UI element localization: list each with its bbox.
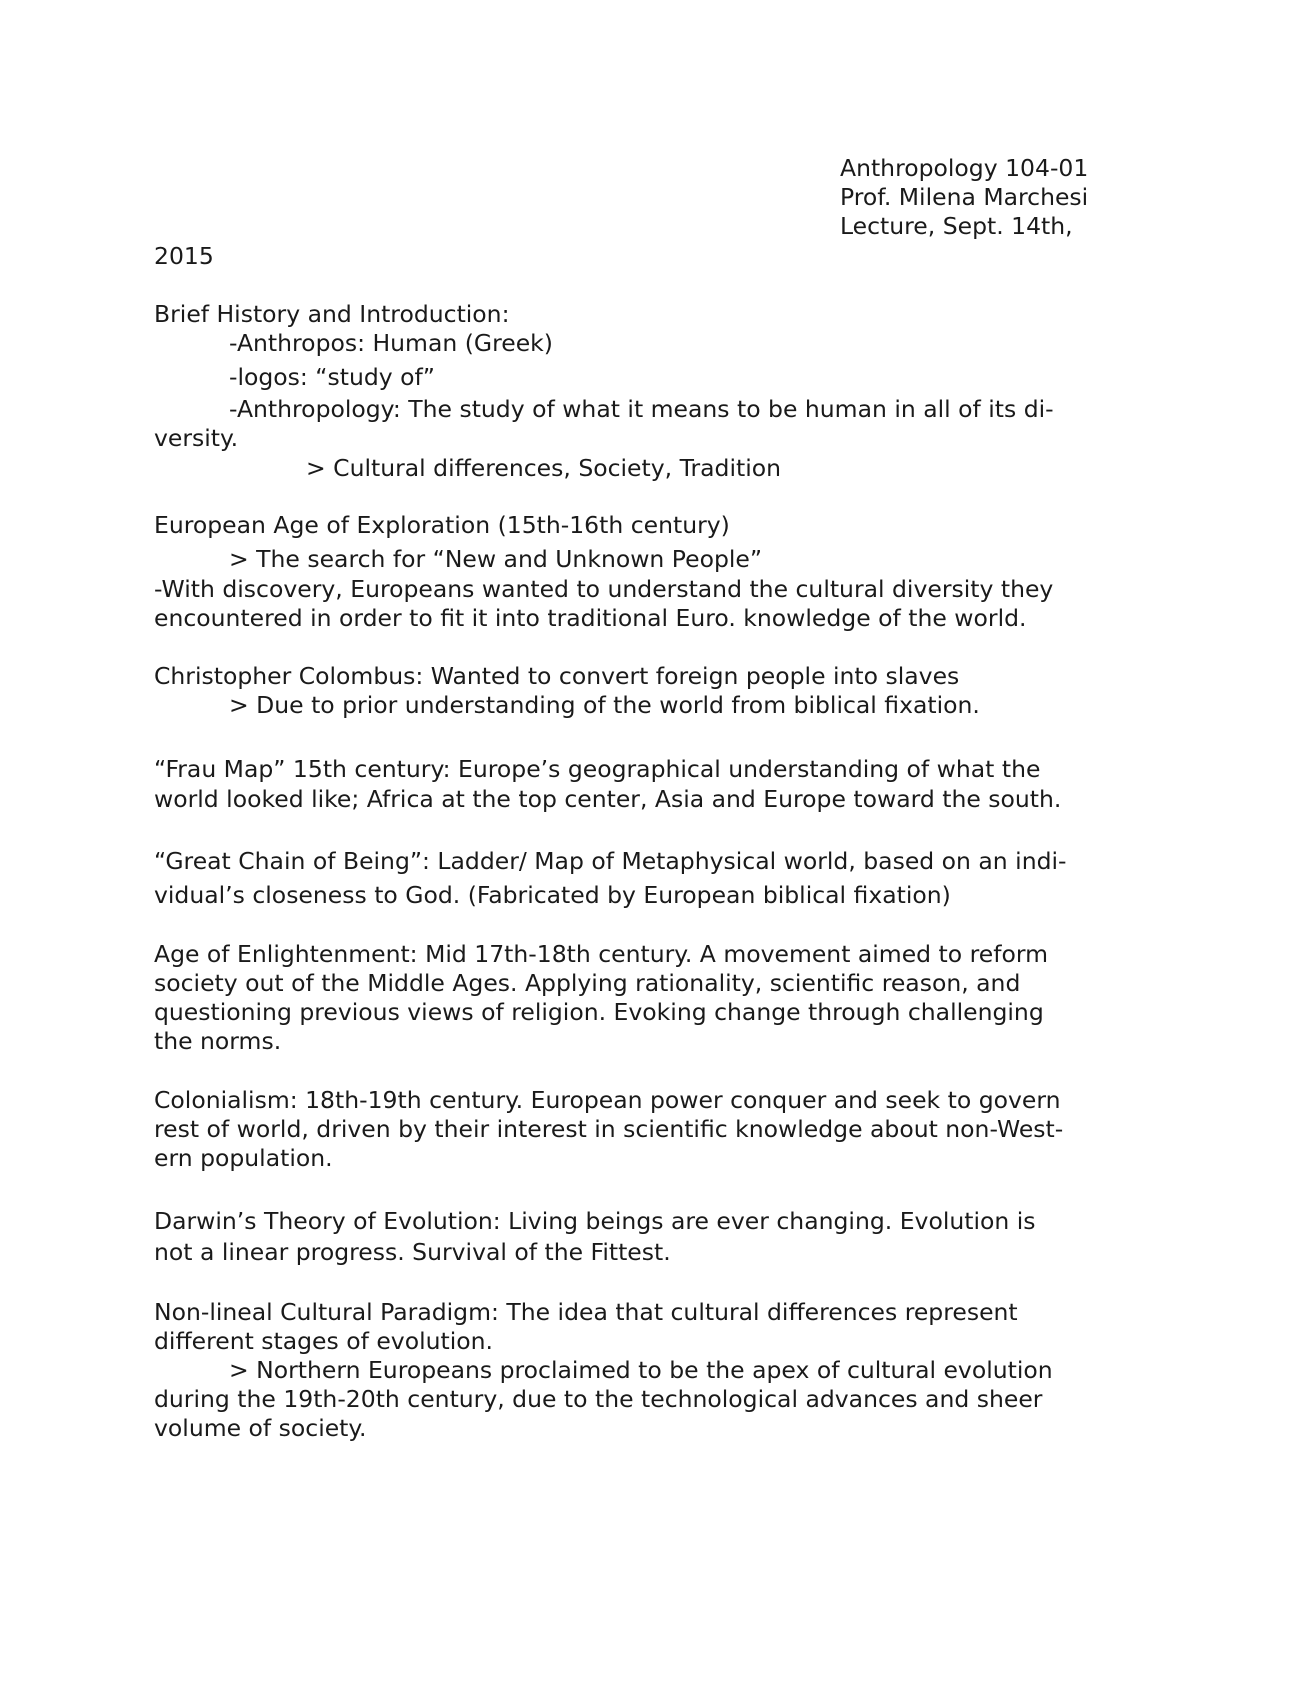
exploration-line: > The search for “New and Unknown People”: [229, 545, 763, 573]
paradigm-line: > Northern Europeans proclaimed to be the apex of cultural evolution: [229, 1356, 1053, 1384]
enlightenment-line: Age of Enlightenment: Mid 17th-18th century. A movement aimed to reform: [154, 940, 1048, 968]
enlightenment-line: society out of the Middle Ages. Applying rationality, scientific reason, and: [154, 969, 1021, 997]
year-line: 2015: [154, 242, 214, 270]
intro-line: versity.: [154, 424, 239, 452]
enlightenment-line: the norms.: [154, 1027, 282, 1055]
intro-title: Brief History and Introduction:: [154, 300, 510, 328]
colonialism-line: ern population.: [154, 1144, 333, 1172]
paradigm-line: volume of society.: [154, 1414, 367, 1442]
intro-line: -Anthropos: Human (Greek): [229, 329, 553, 357]
exploration-title: European Age of Exploration (15th-16th century): [154, 511, 730, 539]
paradigm-line: during the 19th-20th century, due to the technological advances and sheer: [154, 1385, 1043, 1413]
exploration-line: encountered in order to fit it into traditional Euro. knowledge of the world.: [154, 604, 1027, 632]
paradigm-line: Non-lineal Cultural Paradigm: The idea that cultural differences represent: [154, 1298, 1018, 1326]
enlightenment-line: questioning previous views of religion. Evoking change through challenging: [154, 998, 1044, 1026]
colonialism-line: rest of world, driven by their interest in scientific knowledge about non-West-: [154, 1115, 1064, 1143]
colonialism-line: Colonialism: 18th-19th century. European power conquer and seek to govern: [154, 1086, 1061, 1114]
intro-line: > Cultural differences, Society, Tradition: [306, 454, 782, 482]
professor-line: Prof. Milena Marchesi: [840, 183, 1089, 211]
frau-map-line: “Frau Map” 15th century: Europe’s geographical understanding of what the: [154, 755, 1041, 783]
intro-line: -Anthropology: The study of what it means to be human in all of its di-: [229, 395, 1054, 423]
columbus-line: Christopher Colombus: Wanted to convert foreign people into slaves: [154, 662, 960, 690]
columbus-line: > Due to prior understanding of the world from biblical fixation.: [229, 691, 980, 719]
paradigm-line: different stages of evolution.: [154, 1327, 493, 1355]
intro-line: -logos: “study of”: [229, 363, 435, 391]
great-chain-line: “Great Chain of Being”: Ladder/ Map of Metaphysical world, based on an indi-: [154, 847, 1067, 875]
darwin-line: Darwin’s Theory of Evolution: Living beings are ever changing. Evolution is: [154, 1207, 1036, 1235]
course-line: Anthropology 104-01: [840, 154, 1089, 182]
frau-map-line: world looked like; Africa at the top center, Asia and Europe toward the south.: [154, 785, 1062, 813]
great-chain-line: vidual’s closeness to God. (Fabricated by European biblical fixation): [154, 881, 951, 909]
exploration-line: -With discovery, Europeans wanted to understand the cultural diversity they: [154, 575, 1054, 603]
lecture-line: Lecture, Sept. 14th,: [840, 212, 1073, 240]
darwin-line: not a linear progress. Survival of the Fittest.: [154, 1238, 671, 1266]
